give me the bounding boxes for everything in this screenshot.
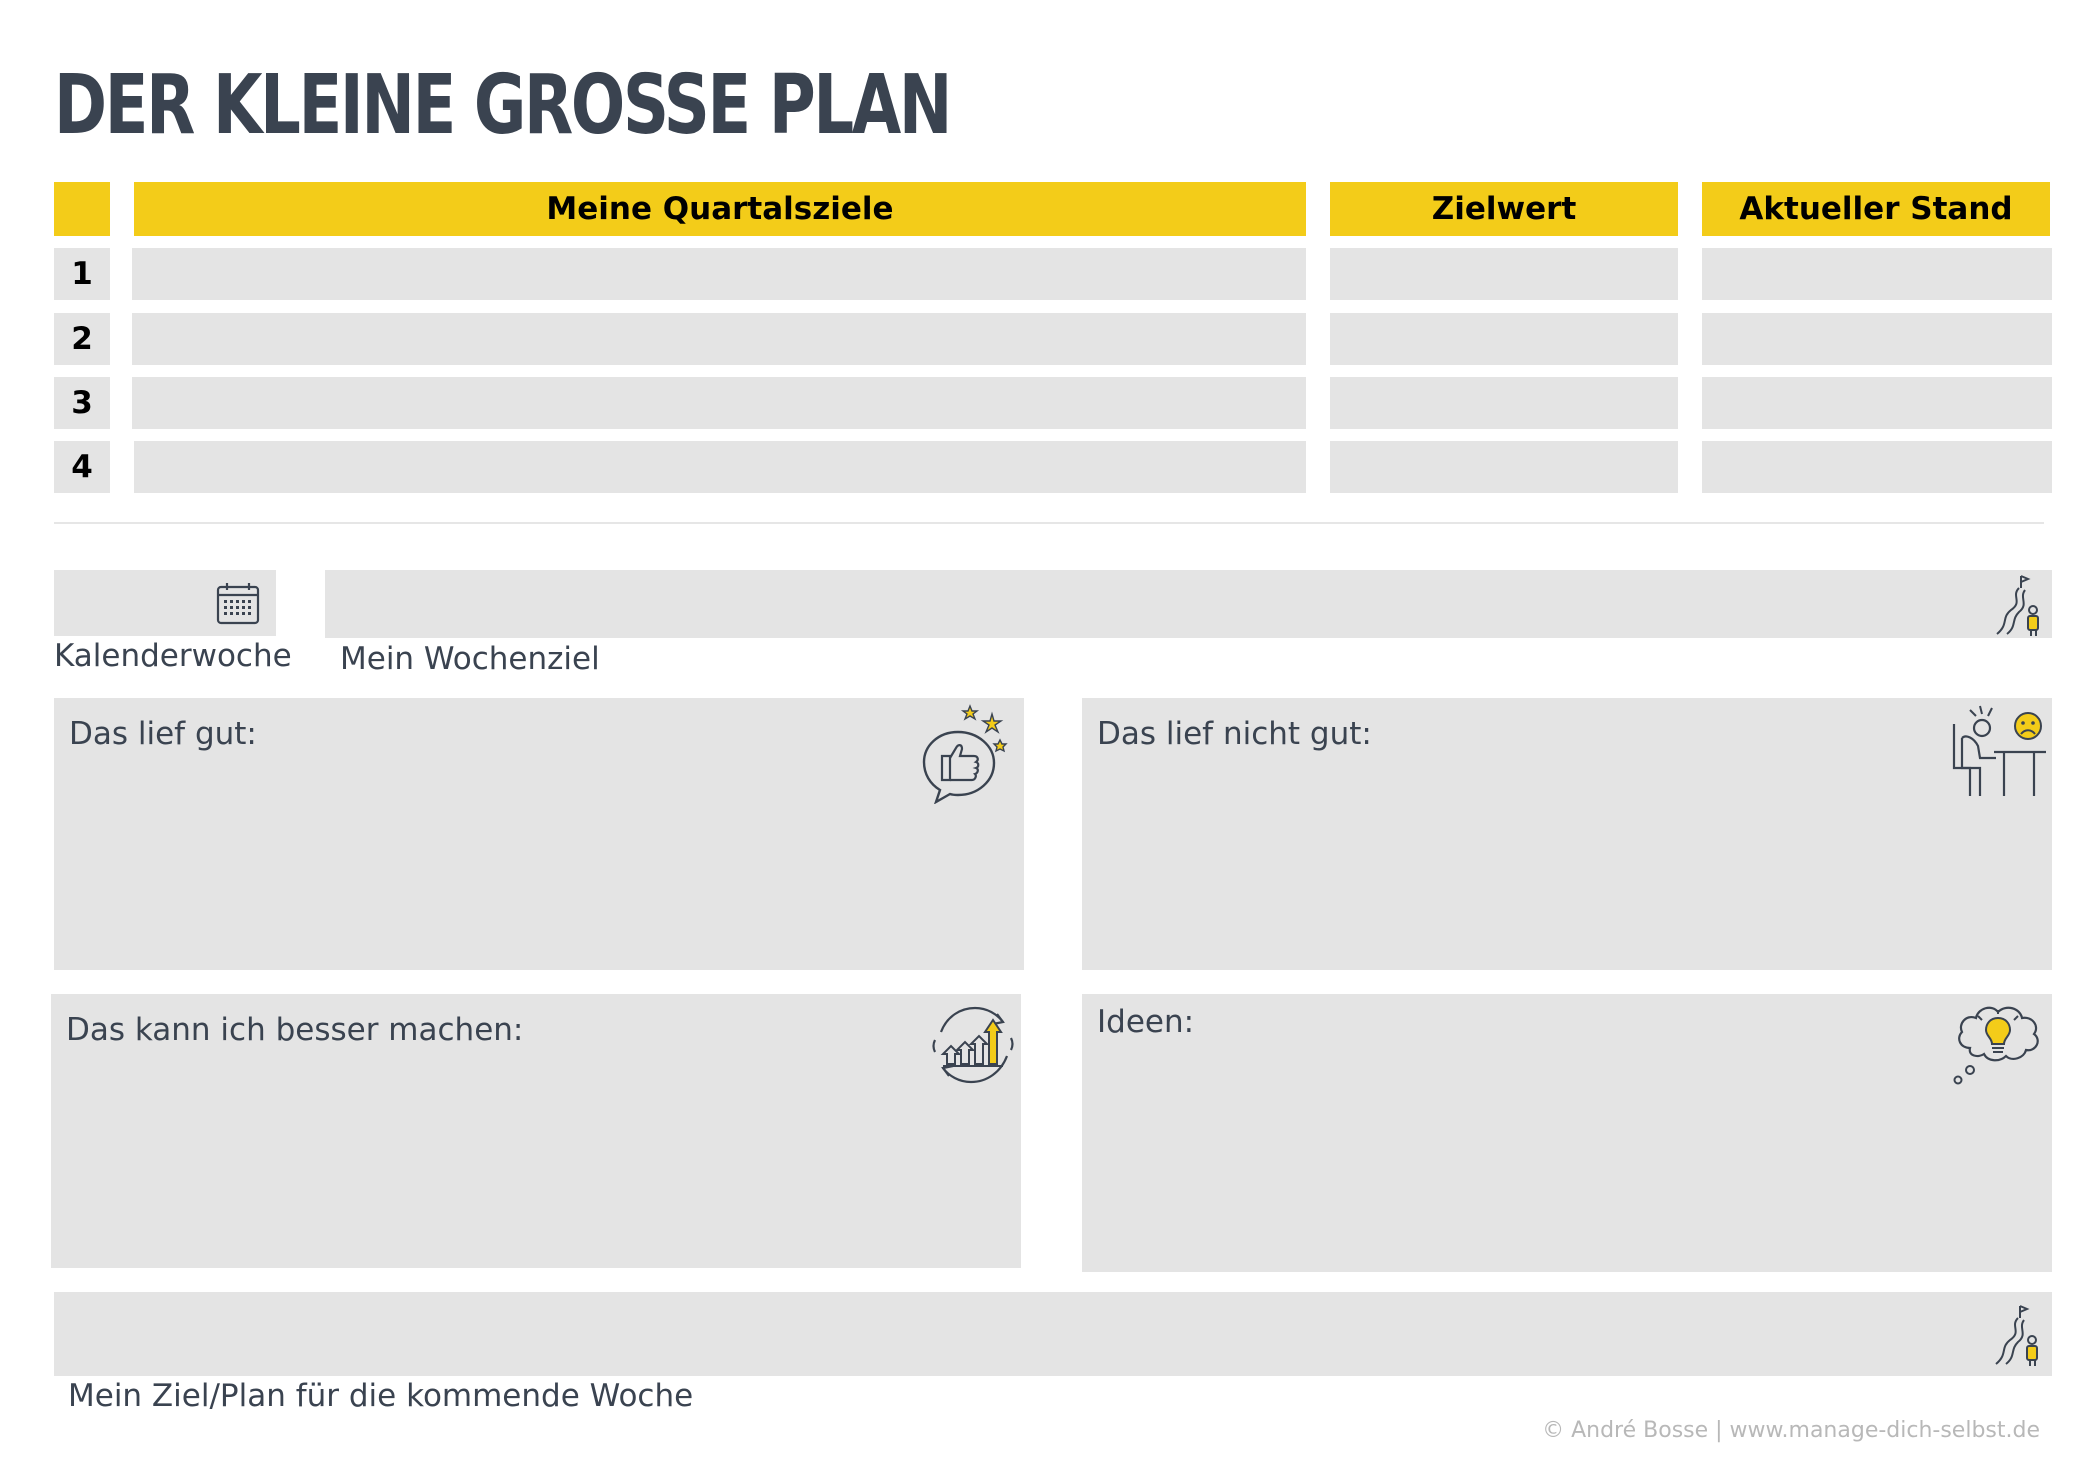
goal-field-4[interactable]: [134, 441, 1306, 493]
frustrated-person-icon: [1950, 704, 2050, 800]
ideas-label: Ideen:: [1097, 1004, 1195, 1040]
current-field-2[interactable]: [1702, 313, 2052, 365]
target-field-2[interactable]: [1330, 313, 1678, 365]
went-well-label: Das lief gut:: [69, 716, 257, 752]
improve-label: Das kann ich besser machen:: [66, 1012, 524, 1048]
calendar-week-field[interactable]: [54, 570, 276, 636]
row-number-1: 1: [54, 248, 110, 300]
page-title: DER KLEINE GROSSE PLAN: [54, 58, 951, 153]
goal-field-3[interactable]: [132, 377, 1306, 429]
next-week-plan-field[interactable]: [54, 1292, 2052, 1376]
went-well-box[interactable]: [54, 698, 1024, 970]
went-badly-label: Das lief nicht gut:: [1097, 716, 1372, 752]
row-number-4: 4: [54, 441, 110, 493]
ideas-box[interactable]: [1082, 994, 2052, 1272]
row-number-2: 2: [54, 313, 110, 365]
table-header-number: [54, 182, 110, 236]
calendar-week-label: Kalenderwoche: [54, 638, 292, 674]
road-goal-icon: [1991, 572, 2043, 638]
goal-field-2[interactable]: [132, 313, 1306, 365]
section-divider: [54, 522, 2044, 524]
weekly-goal-label: Mein Wochenziel: [340, 641, 600, 677]
footer-copyright: © André Bosse | www.manage-dich-selbst.de: [1542, 1418, 2040, 1443]
target-field-3[interactable]: [1330, 377, 1678, 429]
lightbulb-idea-icon: [1950, 996, 2046, 1092]
current-field-1[interactable]: [1702, 248, 2052, 300]
improve-box[interactable]: [51, 994, 1021, 1268]
table-header-target: Zielwert: [1330, 182, 1678, 236]
weekly-goal-field[interactable]: [325, 570, 2052, 638]
current-field-3[interactable]: [1702, 377, 2052, 429]
target-field-4[interactable]: [1330, 441, 1678, 493]
current-field-4[interactable]: [1702, 441, 2052, 493]
improvement-cycle-icon: [927, 1000, 1017, 1090]
went-badly-box[interactable]: [1082, 698, 2052, 970]
target-field-1[interactable]: [1330, 248, 1678, 300]
next-week-plan-label: Mein Ziel/Plan für die kommende Woche: [68, 1378, 694, 1414]
row-number-3: 3: [54, 377, 110, 429]
table-header-goals: Meine Quartalsziele: [134, 182, 1306, 236]
calendar-icon: [215, 580, 261, 626]
road-goal-icon: [1990, 1300, 2042, 1370]
thumbs-up-icon: [916, 704, 1012, 804]
goal-field-1[interactable]: [132, 248, 1306, 300]
table-header-current: Aktueller Stand: [1702, 182, 2050, 236]
